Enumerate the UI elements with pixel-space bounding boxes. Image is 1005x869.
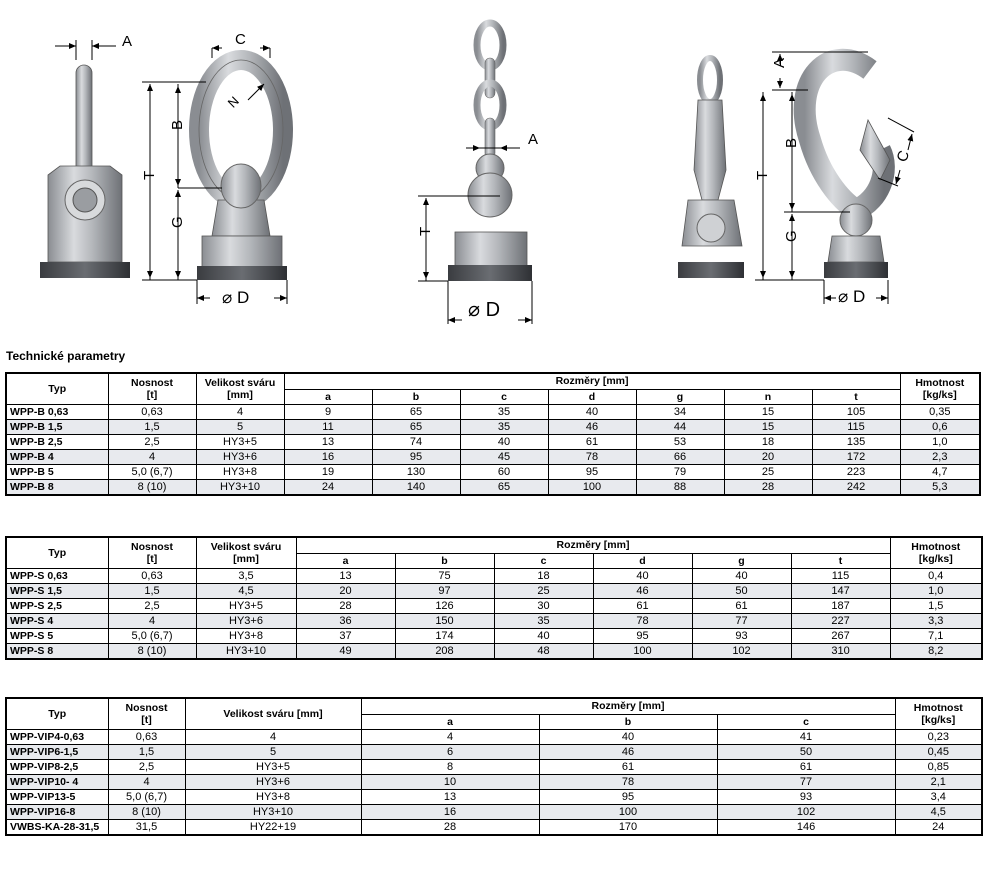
- table-row: [6, 465, 980, 480]
- table-cell: 30: [494, 599, 593, 614]
- table-cell: HY3+10: [196, 644, 296, 660]
- table-cell: 4: [185, 730, 361, 745]
- table-cell: 97: [395, 584, 494, 599]
- label-n: N: [224, 93, 242, 111]
- table-cell: 135: [812, 435, 900, 450]
- table-cell: 25: [724, 465, 812, 480]
- table-cell: 46: [548, 420, 636, 435]
- table-row: [6, 614, 982, 629]
- product-drawings: [0, 0, 1005, 340]
- label-d-2: ⌀ D: [468, 299, 501, 321]
- table-cell: 8 (10): [108, 644, 196, 660]
- table-cell: HY3+5: [185, 760, 361, 775]
- table-wpp-vip: [5, 697, 983, 836]
- cell-typ: WPP-VIP6-1,5: [6, 745, 108, 760]
- table-cell: 3,3: [890, 614, 982, 629]
- table-cell: 15: [724, 420, 812, 435]
- table-cell: 187: [791, 599, 890, 614]
- header-typ: Typ: [6, 698, 108, 730]
- table-cell: 105: [812, 405, 900, 420]
- cell-typ: WPP-VIP8-2,5: [6, 760, 108, 775]
- table-cell: 37: [296, 629, 395, 644]
- cell-typ: WPP-VIP13-5: [6, 790, 108, 805]
- table-cell: 3,5: [196, 569, 296, 584]
- table-cell: 34: [636, 405, 724, 420]
- table-cell: HY3+6: [196, 450, 284, 465]
- table-cell: 20: [724, 450, 812, 465]
- table-cell: 66: [636, 450, 724, 465]
- subheader-a: a: [284, 390, 372, 405]
- table-cell: 100: [593, 644, 692, 660]
- table-cell: 3,4: [895, 790, 982, 805]
- table-cell: 61: [548, 435, 636, 450]
- header-velikost-svaru: Velikost sváru [mm]: [196, 537, 296, 569]
- header-velikost-svaru: Velikost sváru [mm]: [185, 698, 361, 730]
- table-cell: 53: [636, 435, 724, 450]
- table-cell: 223: [812, 465, 900, 480]
- table-cell: 65: [372, 420, 460, 435]
- table-cell: 4: [108, 614, 196, 629]
- table-cell: 4: [196, 405, 284, 420]
- table-cell: 77: [692, 614, 791, 629]
- table-cell: 45: [460, 450, 548, 465]
- table-cell: 1,5: [108, 745, 185, 760]
- table-cell: 13: [284, 435, 372, 450]
- table-cell: 78: [548, 450, 636, 465]
- table-cell: 61: [593, 599, 692, 614]
- subheader-d: d: [593, 554, 692, 569]
- table-cell: 8 (10): [108, 805, 185, 820]
- table-cell: 9: [284, 405, 372, 420]
- table-cell: 95: [539, 790, 717, 805]
- table-cell: 140: [372, 480, 460, 496]
- subheader-b: b: [539, 715, 717, 730]
- table-cell: 4: [108, 450, 196, 465]
- table-cell: 146: [717, 820, 895, 836]
- cell-typ: WPP-B 2,5: [6, 435, 108, 450]
- table-cell: 10: [361, 775, 539, 790]
- table-cell: 0,63: [108, 405, 196, 420]
- table-cell: 5: [185, 745, 361, 760]
- table-cell: 41: [717, 730, 895, 745]
- table-cell: 8: [361, 760, 539, 775]
- subheader-d: d: [548, 390, 636, 405]
- table-row: [6, 745, 982, 760]
- table-cell: 0,63: [108, 569, 196, 584]
- table-cell: 95: [593, 629, 692, 644]
- table-cell: 4: [108, 775, 185, 790]
- header-nosnost: Nosnost [t]: [108, 698, 185, 730]
- table-cell: 0,85: [895, 760, 982, 775]
- table-cell: 170: [539, 820, 717, 836]
- table-cell: HY3+6: [185, 775, 361, 790]
- table-row: [6, 730, 982, 745]
- table-row: [6, 760, 982, 775]
- table-cell: HY3+6: [196, 614, 296, 629]
- technical-drawings: [0, 0, 1005, 340]
- table-cell: HY3+5: [196, 435, 284, 450]
- cell-typ: WPP-VIP10- 4: [6, 775, 108, 790]
- subheader-c: c: [717, 715, 895, 730]
- header-hmotnost: Hmotnost [kg/ks]: [895, 698, 982, 730]
- table-cell: 130: [372, 465, 460, 480]
- label-g-1: G: [169, 216, 186, 228]
- header-nosnost: Nosnost [t]: [108, 537, 196, 569]
- table-cell: 16: [284, 450, 372, 465]
- table-cell: 1,0: [900, 435, 980, 450]
- table-cell: 5,0 (6,7): [108, 790, 185, 805]
- cell-typ: WPP-B 4: [6, 450, 108, 465]
- section-title: Technické parametry: [6, 349, 126, 363]
- header-velikost-svaru: Velikost sváru [mm]: [196, 373, 284, 405]
- cell-typ: WPP-S 1,5: [6, 584, 108, 599]
- subheader-n: n: [724, 390, 812, 405]
- subheader-g: g: [692, 554, 791, 569]
- table-cell: 40: [692, 569, 791, 584]
- table-cell: 31,5: [108, 820, 185, 836]
- table-cell: 115: [791, 569, 890, 584]
- table-cell: 60: [460, 465, 548, 480]
- subheader-g: g: [636, 390, 724, 405]
- table-cell: 20: [296, 584, 395, 599]
- subheader-t: t: [791, 554, 890, 569]
- subheader-c: c: [460, 390, 548, 405]
- table-cell: 40: [539, 730, 717, 745]
- label-g-2: G: [783, 230, 800, 242]
- subheader-b: b: [395, 554, 494, 569]
- table-cell: 65: [460, 480, 548, 496]
- table-row: [6, 790, 982, 805]
- subheader-b: b: [372, 390, 460, 405]
- cell-typ: WPP-B 1,5: [6, 420, 108, 435]
- table-cell: 5: [196, 420, 284, 435]
- subheader-t: t: [812, 390, 900, 405]
- table-cell: 100: [548, 480, 636, 496]
- table-cell: HY3+8: [196, 465, 284, 480]
- header-rozmery: Rozměry [mm]: [361, 698, 895, 715]
- table-cell: 242: [812, 480, 900, 496]
- table-row: [6, 480, 980, 496]
- table-cell: 46: [539, 745, 717, 760]
- table-cell: 15: [724, 405, 812, 420]
- table-cell: 40: [494, 629, 593, 644]
- table-cell: 36: [296, 614, 395, 629]
- table-cell: 0,63: [108, 730, 185, 745]
- table-cell: 5,3: [900, 480, 980, 496]
- table-cell: 150: [395, 614, 494, 629]
- table-cell: 19: [284, 465, 372, 480]
- table-cell: 4,5: [895, 805, 982, 820]
- cell-typ: WPP-S 4: [6, 614, 108, 629]
- table-cell: 1,5: [108, 584, 196, 599]
- label-c-2: C: [893, 148, 914, 165]
- table-row: [6, 805, 982, 820]
- table-cell: HY3+8: [196, 629, 296, 644]
- table-cell: 0,35: [900, 405, 980, 420]
- table-cell: 0,6: [900, 420, 980, 435]
- table-row: [6, 644, 982, 660]
- label-a-2: A: [528, 131, 539, 148]
- table-row: [6, 435, 980, 450]
- table-cell: 77: [717, 775, 895, 790]
- cell-typ: WPP-B 8: [6, 480, 108, 496]
- table-cell: 13: [296, 569, 395, 584]
- label-b-2: B: [783, 137, 800, 148]
- header-hmotnost: Hmotnost [kg/ks]: [890, 537, 982, 569]
- table-cell: 65: [372, 405, 460, 420]
- label-c-1: C: [235, 31, 246, 48]
- table-cell: HY3+5: [196, 599, 296, 614]
- table-cell: 100: [539, 805, 717, 820]
- table-cell: 2,1: [895, 775, 982, 790]
- table-cell: 40: [460, 435, 548, 450]
- table-cell: 35: [460, 405, 548, 420]
- label-t-3: T: [754, 170, 771, 180]
- table-cell: 102: [692, 644, 791, 660]
- table-row: [6, 629, 982, 644]
- drawing-wpp-b-side: [40, 33, 132, 278]
- table-row: [6, 584, 982, 599]
- cell-typ: WPP-VIP16-8: [6, 805, 108, 820]
- cell-typ: WPP-S 0,63: [6, 569, 108, 584]
- subheader-a: a: [296, 554, 395, 569]
- table-cell: 16: [361, 805, 539, 820]
- drawing-wpp-s: [417, 23, 538, 324]
- table-cell: 48: [494, 644, 593, 660]
- table-cell: 172: [812, 450, 900, 465]
- table-cell: 11: [284, 420, 372, 435]
- table-cell: 93: [692, 629, 791, 644]
- cell-typ: WPP-S 5: [6, 629, 108, 644]
- label-b-1: B: [169, 119, 186, 130]
- cell-typ: VWBS-KA-28-31,5: [6, 820, 108, 836]
- table-cell: 40: [593, 569, 692, 584]
- table-cell: 174: [395, 629, 494, 644]
- table-cell: 0,45: [895, 745, 982, 760]
- table-cell: 2,3: [900, 450, 980, 465]
- table-cell: HY3+10: [196, 480, 284, 496]
- header-typ: Typ: [6, 373, 108, 405]
- table-cell: 61: [539, 760, 717, 775]
- table-cell: 267: [791, 629, 890, 644]
- table-cell: 6: [361, 745, 539, 760]
- table-cell: 95: [372, 450, 460, 465]
- drawing-wpp-b-front: [141, 31, 287, 307]
- table-row: [6, 569, 982, 584]
- table-cell: 18: [724, 435, 812, 450]
- drawing-hook-front: [754, 52, 914, 306]
- table-cell: 2,5: [108, 435, 196, 450]
- label-t-2: T: [417, 226, 434, 236]
- subheader-a: a: [361, 715, 539, 730]
- table-wpp-s: [5, 536, 983, 660]
- table-cell: 35: [494, 614, 593, 629]
- table-cell: 0,4: [890, 569, 982, 584]
- table-cell: 115: [812, 420, 900, 435]
- table-cell: 28: [724, 480, 812, 496]
- table-cell: 25: [494, 584, 593, 599]
- table-cell: 18: [494, 569, 593, 584]
- table-cell: 5,0 (6,7): [108, 465, 196, 480]
- subheader-c: c: [494, 554, 593, 569]
- header-rozmery: Rozměry [mm]: [296, 537, 890, 554]
- cell-typ: WPP-B 5: [6, 465, 108, 480]
- table-cell: 102: [717, 805, 895, 820]
- table-cell: 28: [296, 599, 395, 614]
- table-cell: 93: [717, 790, 895, 805]
- table-cell: 147: [791, 584, 890, 599]
- cell-typ: WPP-S 8: [6, 644, 108, 660]
- table-cell: 35: [460, 420, 548, 435]
- table-cell: 75: [395, 569, 494, 584]
- table-cell: 24: [895, 820, 982, 836]
- table-cell: 40: [548, 405, 636, 420]
- table-wpp-b: [5, 372, 981, 496]
- table-cell: 24: [284, 480, 372, 496]
- cell-typ: WPP-B 0,63: [6, 405, 108, 420]
- table-cell: 227: [791, 614, 890, 629]
- table-cell: 0,23: [895, 730, 982, 745]
- table-cell: 4,5: [196, 584, 296, 599]
- table-row: [6, 450, 980, 465]
- table-cell: 78: [539, 775, 717, 790]
- table-cell: 4,7: [900, 465, 980, 480]
- table-cell: 79: [636, 465, 724, 480]
- table-cell: 61: [717, 760, 895, 775]
- table-cell: 8 (10): [108, 480, 196, 496]
- label-d-3: ⌀ D: [838, 287, 866, 306]
- table-row: [6, 820, 982, 836]
- table-cell: 2,5: [108, 760, 185, 775]
- table-row: [6, 420, 980, 435]
- table-cell: 5,0 (6,7): [108, 629, 196, 644]
- label-a-3: A: [771, 57, 788, 68]
- cell-typ: WPP-VIP4-0,63: [6, 730, 108, 745]
- table-cell: 8,2: [890, 644, 982, 660]
- table-row: [6, 599, 982, 614]
- table-cell: 1,0: [890, 584, 982, 599]
- table-cell: 50: [717, 745, 895, 760]
- table-cell: 61: [692, 599, 791, 614]
- label-d-1: ⌀ D: [222, 288, 250, 307]
- table-cell: 7,1: [890, 629, 982, 644]
- table-cell: 46: [593, 584, 692, 599]
- table-cell: 13: [361, 790, 539, 805]
- cell-typ: WPP-S 2,5: [6, 599, 108, 614]
- table-cell: 1,5: [890, 599, 982, 614]
- table-cell: 95: [548, 465, 636, 480]
- header-typ: Typ: [6, 537, 108, 569]
- table-cell: 2,5: [108, 599, 196, 614]
- table-cell: 28: [361, 820, 539, 836]
- table-cell: 208: [395, 644, 494, 660]
- table-row: [6, 775, 982, 790]
- drawing-hook-side: [678, 58, 744, 278]
- table-cell: HY22+19: [185, 820, 361, 836]
- table-cell: 78: [593, 614, 692, 629]
- table-row: [6, 405, 980, 420]
- table-cell: 44: [636, 420, 724, 435]
- table-cell: 310: [791, 644, 890, 660]
- table-cell: 49: [296, 644, 395, 660]
- label-a-1: A: [122, 33, 133, 50]
- header-hmotnost: Hmotnost [kg/ks]: [900, 373, 980, 405]
- table-cell: 126: [395, 599, 494, 614]
- table-cell: 74: [372, 435, 460, 450]
- table-cell: 50: [692, 584, 791, 599]
- table-cell: 1,5: [108, 420, 196, 435]
- table-cell: 4: [361, 730, 539, 745]
- table-cell: HY3+8: [185, 790, 361, 805]
- header-nosnost: Nosnost [t]: [108, 373, 196, 405]
- table-cell: 88: [636, 480, 724, 496]
- header-rozmery: Rozměry [mm]: [284, 373, 900, 390]
- label-t-1: T: [141, 170, 158, 180]
- table-cell: HY3+10: [185, 805, 361, 820]
